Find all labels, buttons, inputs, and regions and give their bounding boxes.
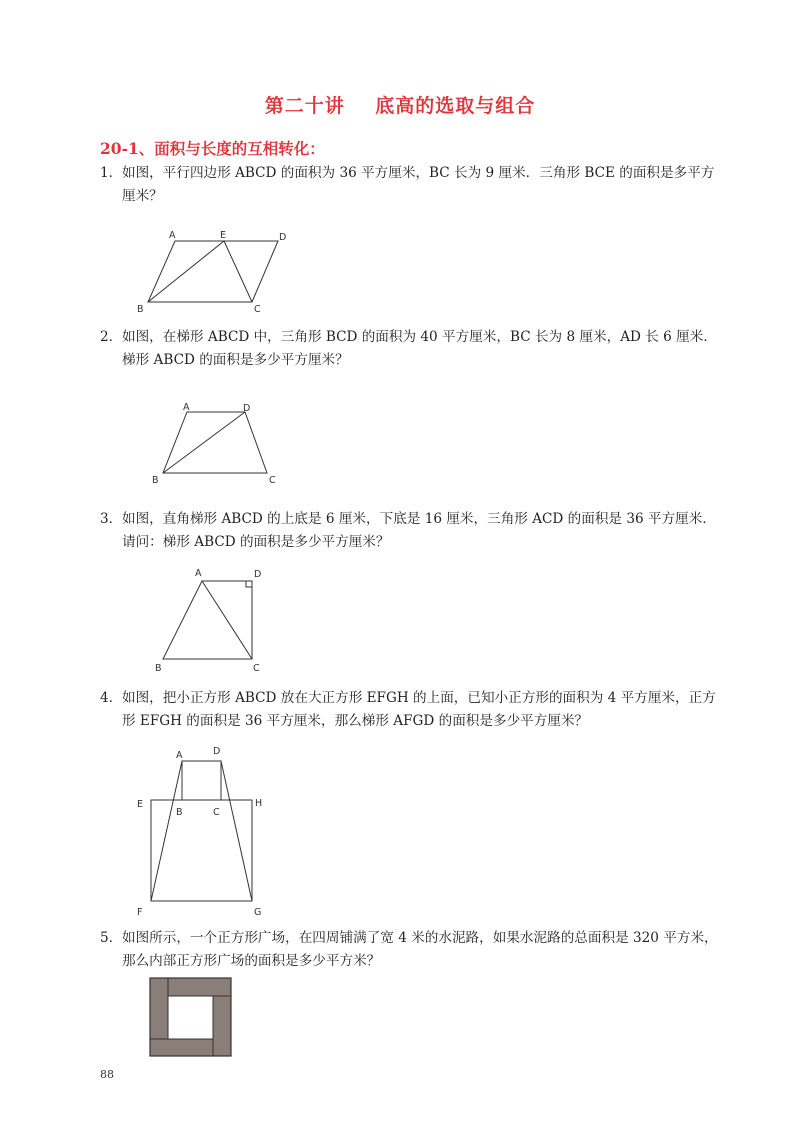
label-d: D <box>213 746 221 757</box>
problem-number: 2． <box>100 329 123 345</box>
label-c: C <box>253 663 260 674</box>
right-trapezoid-abcd <box>163 581 252 659</box>
trapezoid-abcd <box>163 412 267 473</box>
label-c: C <box>269 475 276 486</box>
problem-number: 1． <box>100 165 123 181</box>
figure-right-trapezoid <box>145 563 280 681</box>
problem-text: 如图，直角梯形 ABCD 的上底是 6 厘米，下底是 16 厘米，三角形 ACD 的面积是 36 平方厘米．请问：梯形 ABCD 的面积是多少平方厘米？ <box>122 511 716 550</box>
label-b: B <box>137 304 144 315</box>
section-heading: 20-1、面积与长度的互相转化： <box>100 139 325 158</box>
label-c: C <box>213 807 220 818</box>
segment-af <box>151 761 182 901</box>
problem-2 <box>100 326 725 371</box>
problem-text: 如图所示，一个正方形广场，在四周铺满了宽 4 米的水泥路，如果水泥路的总面积是 320 平方米，那么内部正方形广场的面积是多少平方米？ <box>122 930 718 969</box>
label-a: A <box>195 568 202 579</box>
figure-trapezoid <box>145 398 285 490</box>
page-title: 第二十讲 底高的选取与组合 <box>264 95 536 117</box>
small-square-abcd <box>182 761 221 800</box>
figure-squares <box>130 743 280 921</box>
right-angle-mark <box>246 581 252 587</box>
figure-parallelogram <box>130 225 300 320</box>
problem-text: 如图，把小正方形 ABCD 放在大正方形 EFGH 的上面，已知小正方形的面积为 4 平方厘米，正方形 EFGH 的面积是 36 平方厘米，那么梯形 AFGD 的面积是多少平方厘米？ <box>122 690 716 729</box>
problem-text: 如图，在梯形 ABCD 中，三角形 BCD 的面积为 40 平方厘米，BC 长为 8 厘米，AD 长 6 厘米．梯形 ABCD 的面积是多少平方厘米？ <box>122 329 717 368</box>
label-f: F <box>137 907 143 918</box>
problem-4 <box>100 687 725 732</box>
label-d: D <box>254 569 262 580</box>
label-d: D <box>279 232 287 243</box>
label-e: E <box>137 799 144 810</box>
label-g: G <box>254 907 262 918</box>
segment-ec <box>224 241 252 302</box>
segment-ac <box>202 581 252 659</box>
figure-square-plaza <box>148 976 238 1060</box>
label-a: A <box>183 402 190 413</box>
problem-number: 4． <box>100 690 123 706</box>
segment-be <box>148 241 224 302</box>
problem-1 <box>100 162 725 207</box>
problem-text: 如图，平行四边形 ABCD 的面积为 36 平方厘米，BC 长为 9 厘米．三角形 BCE 的面积是多平方厘米？ <box>122 165 715 204</box>
problem-5 <box>100 927 725 972</box>
label-b: B <box>176 807 183 818</box>
label-a: A <box>169 230 176 241</box>
label-a: A <box>176 750 183 761</box>
problem-3 <box>100 508 725 553</box>
problem-number: 3． <box>100 511 123 527</box>
label-b: B <box>155 663 162 674</box>
problem-number: 5． <box>100 930 123 946</box>
segment-dg <box>221 761 252 901</box>
label-h: H <box>255 798 263 809</box>
label-e: E <box>220 230 227 241</box>
big-square-efgh <box>151 800 252 901</box>
inner-plaza <box>168 996 213 1039</box>
page-number: 88 <box>100 1068 114 1081</box>
label-c: C <box>254 304 261 315</box>
label-d: D <box>243 403 251 414</box>
label-b: B <box>152 475 159 486</box>
